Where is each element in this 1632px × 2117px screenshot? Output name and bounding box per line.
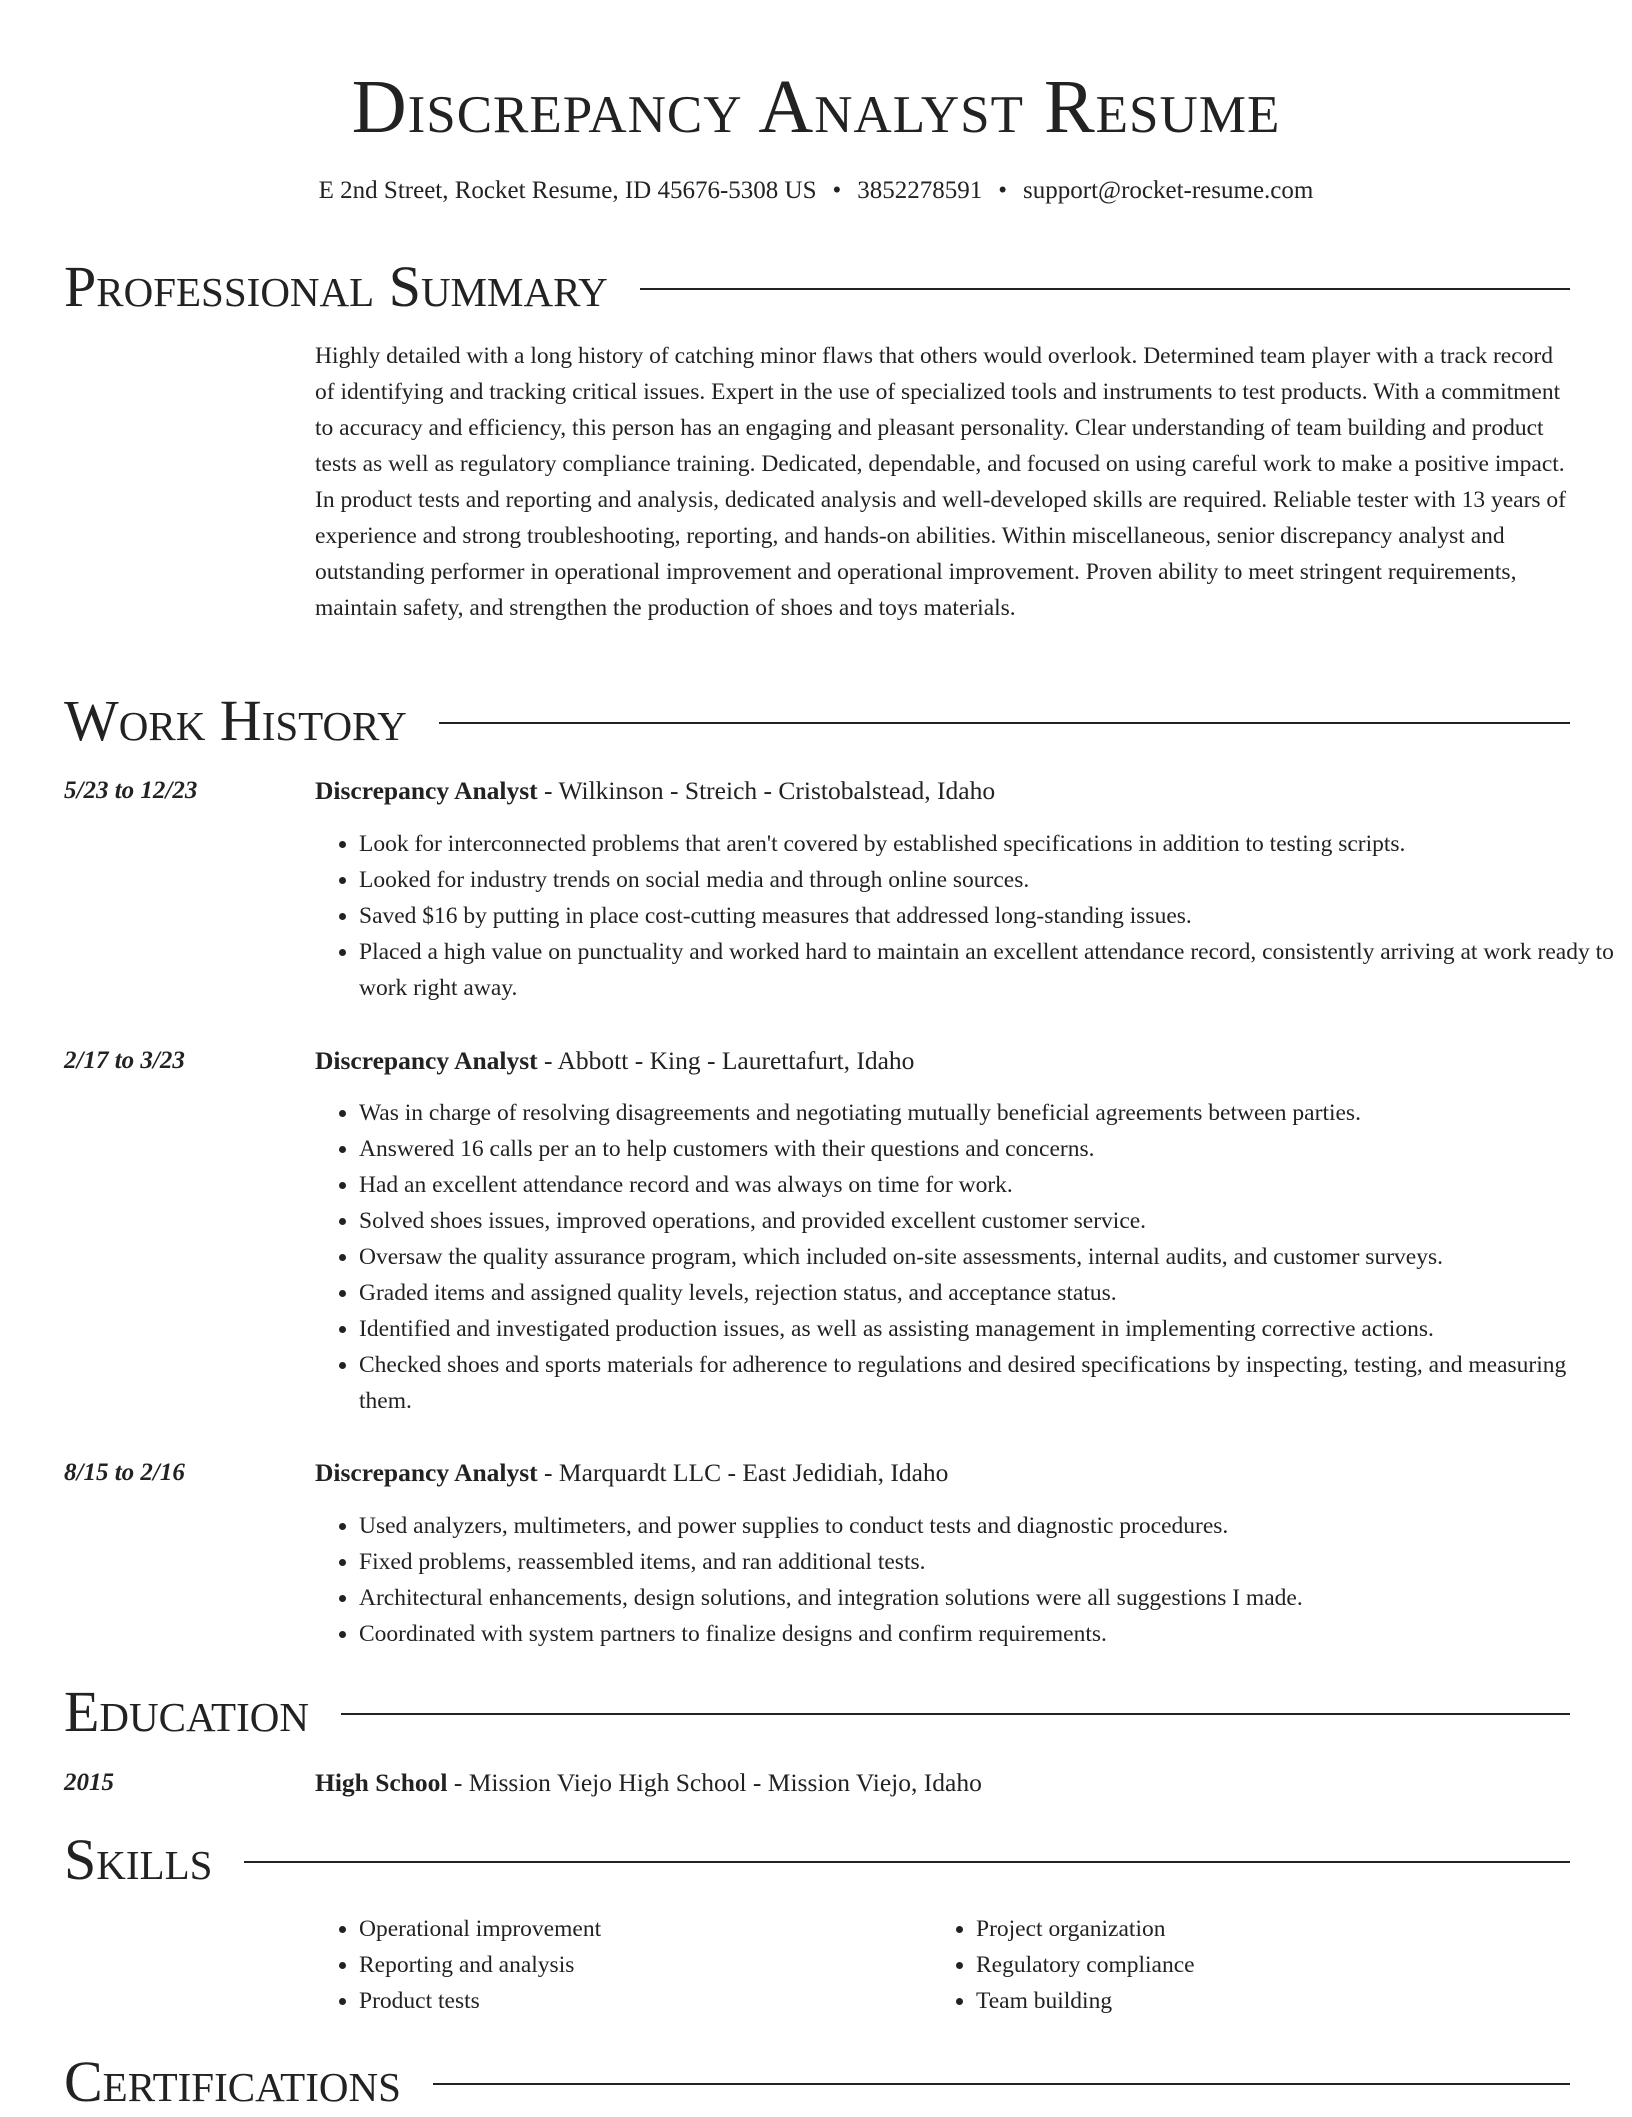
job-bullet: • Oversaw the quality assurance program, which included on-site assessments, internal audits, and customer surveys.: [359, 1239, 1614, 1275]
skill-item: • Project organization: [976, 1911, 1576, 1947]
contact-line: [0, 174, 1632, 208]
job-details: - Wilkinson - Streich - Cristobalstead, Idaho: [537, 776, 996, 805]
section-divider: [341, 1713, 1570, 1715]
education-header: [315, 1766, 982, 1800]
certifications-section-header: [64, 2047, 1570, 2117]
job-header: [315, 774, 995, 808]
job-bullet: • Used analyzers, multimeters, and power supplies to conduct tests and diagnostic procedures.: [359, 1508, 1614, 1544]
education-degree: High School: [315, 1768, 448, 1797]
skills-list-left: [315, 1911, 931, 2019]
skill-item: • Product tests: [359, 1983, 931, 2019]
job-details: - Marquardt LLC - East Jedidiah, Idaho: [537, 1458, 949, 1487]
education-year: 2015: [64, 1769, 114, 1796]
education-details: - Mission Viejo High School - Mission Viejo, Idaho: [447, 1768, 982, 1797]
job-bullet: • Checked shoes and sports materials for adherence to regulations and desired specifications by inspecting, testing, and measuring them.: [359, 1347, 1614, 1419]
contact-separator: •: [998, 177, 1008, 204]
skill-item: • Regulatory compliance: [976, 1947, 1576, 1983]
job-bullet: • Had an excellent attendance record and was always on time for work.: [359, 1167, 1614, 1203]
job-bullet: • Placed a high value on punctuality and worked hard to maintain an excellent attendance record, consistently arriving at work ready to work right away.: [359, 934, 1614, 1006]
job-bullet: • Fixed problems, reassembled items, and ran additional tests.: [359, 1544, 1614, 1580]
contact-separator: •: [832, 177, 842, 204]
summary-text: Highly detailed with a long history of catching minor flaws that others would overlook. Determined team player with a track record of identifying and tracking critical issues. Expert in the use of specialized tools and instruments to test products. With a commitment to accuracy and efficiency, this person has an engaging and pleasant personality. Clear understanding of team building and product tests as well as regulatory compliance training. Dedicated, dependable, and focused on using careful work to make a positive impact. In product tests and reporting and analysis, dedicated analysis and well-developed skills are required. Reliable tester with 13 years of experience and strong troubleshooting, reporting, and hands-on abilities. Within miscellaneous, senior discrepancy analyst and outstanding performer in operational improvement and operational improvement. Proven ability to meet stringent requirements, maintain safety, and strengthen the production of shoes and toys materials.: [315, 343, 1566, 621]
job-bullet: • Architectural enhancements, design solutions, and integration solutions were all suggestions I made.: [359, 1580, 1614, 1616]
skill-item: • Team building: [976, 1983, 1576, 2019]
job-header: [315, 1456, 948, 1490]
job-bullet: • Coordinated with system partners to finalize designs and confirm requirements.: [359, 1616, 1614, 1652]
summary-heading: Professional Summary: [64, 254, 608, 319]
contact-email: support@rocket-resume.com: [1023, 177, 1314, 204]
job-details: - Abbott - King - Laurettafurt, Idaho: [537, 1046, 915, 1075]
education-heading: Education: [64, 1679, 309, 1744]
job-title: Discrepancy Analyst: [315, 776, 538, 805]
certifications-heading: Certifications: [64, 2049, 401, 2114]
job-bullet: • Look for interconnected problems that aren't covered by established specifications in addition to testing scripts.: [359, 826, 1614, 862]
job-bullet: • Saved $16 by putting in place cost-cutting measures that addressed long-standing issues.: [359, 898, 1614, 934]
job-bullet: • Looked for industry trends on social media and through online sources.: [359, 862, 1614, 898]
skills-section-header: [64, 1825, 1570, 1895]
job-bullet: • Graded items and assigned quality levels, rejection status, and acceptance status.: [359, 1275, 1614, 1311]
skills-heading: Skills: [64, 1827, 213, 1892]
skill-item: • Reporting and analysis: [359, 1947, 931, 1983]
job-bullets: [315, 1508, 1614, 1652]
contact-address: E 2nd Street, Rocket Resume, ID 45676-5308 US: [318, 177, 817, 204]
job-bullets: [315, 1095, 1614, 1419]
job-title: Discrepancy Analyst: [315, 1046, 538, 1075]
job-bullet: • Solved shoes issues, improved operations, and provided excellent customer service.: [359, 1203, 1614, 1239]
job-bullet: • Answered 16 calls per an to help customers with their questions and concerns.: [359, 1131, 1614, 1167]
work-heading: Work History: [64, 688, 407, 753]
job-title: Discrepancy Analyst: [315, 1458, 538, 1487]
job-dates: 8/15 to 2/16: [64, 1459, 185, 1486]
job-bullets: [315, 826, 1614, 1006]
work-section-header: [64, 686, 1570, 756]
section-divider: [640, 288, 1570, 290]
job-bullet: • Was in charge of resolving disagreements and negotiating mutually beneficial agreements between parties.: [359, 1095, 1614, 1131]
section-divider: [433, 2083, 1570, 2085]
section-divider: [439, 722, 1570, 724]
skills-list-right: [932, 1911, 1576, 2019]
contact-phone: 3852278591: [857, 177, 983, 204]
education-section-header: [64, 1677, 1570, 1747]
resume-title: Discrepancy Analyst Resume: [351, 65, 1281, 149]
job-dates: 2/17 to 3/23: [64, 1047, 185, 1074]
job-dates: 5/23 to 12/23: [64, 777, 198, 804]
summary-section-header: [64, 252, 1570, 322]
job-bullet: • Identified and investigated production issues, as well as assisting management in implementing corrective actions.: [359, 1311, 1614, 1347]
skill-item: • Operational improvement: [359, 1911, 931, 1947]
section-divider: [244, 1861, 1570, 1863]
job-header: [315, 1044, 914, 1078]
